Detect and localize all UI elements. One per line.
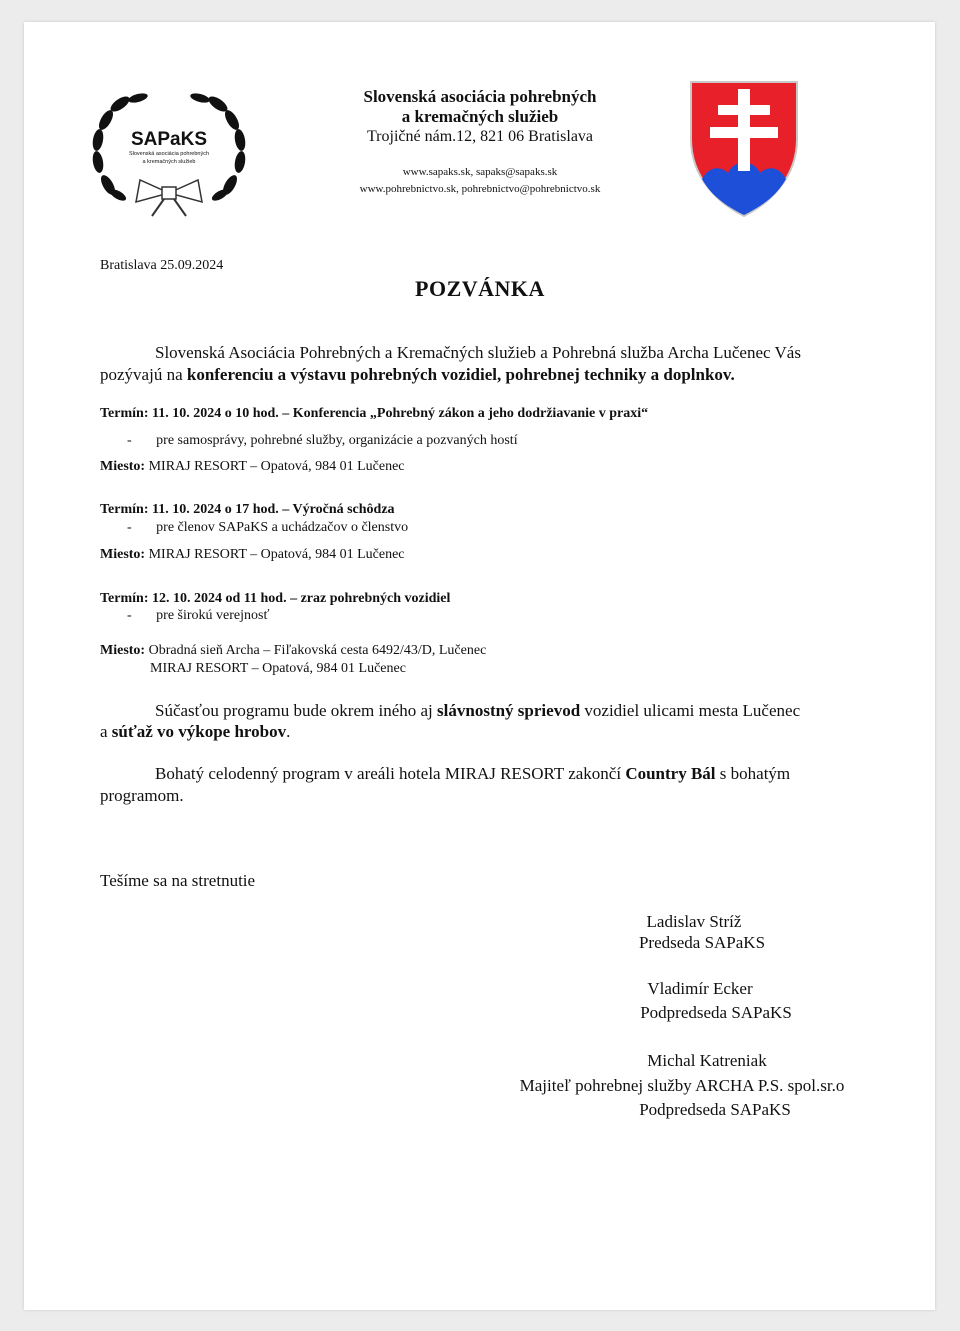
svg-text:a kremačných služieb: a kremačných služieb [142,159,196,165]
logo-text: SAPaKS [130,129,208,150]
svg-text:Slovenská asociácia pohrebných: Slovenská asociácia pohrebných [128,151,210,157]
signature3-role: Majiteľ pohrebnej služby ARCHA P.S. spol.sr.o [519,1076,845,1095]
ball-line2: programom. [100,786,184,805]
event2-audience: - pre členov SAPaKS a uchádzačov o členstvo [127,520,409,535]
program-line2: a súťaž vo výkope hrobov. [100,722,291,741]
org-name-line1: Slovenská asociácia pohrebných [363,87,597,106]
org-address: Trojičné nám.12, 821 06 Bratislava [366,128,594,145]
event1-audience: - pre samosprávy, pohrebné služby, organizácie a pozvaných hostí [127,433,518,448]
program-line1: Súčasťou programu bude okrem iného aj slávnostný sprievod vozidiel ulicami mesta Lučenec [155,701,801,720]
sapaks-logo [88,90,250,220]
signature1-role: Predseda SAPaKS [638,933,766,952]
closing: Tešíme sa na stretnutie [100,871,256,890]
signature2-role: Podpredseda SAPaKS [640,1003,792,1022]
event3-termin: Termín: 12. 10. 2024 od 11 hod. – zraz pohrebných vozidiel [100,591,451,606]
slovak-coat-of-arms [688,79,800,219]
event1-place: Miesto: MIRAJ RESORT – Opatová, 984 01 Lučenec [100,459,405,474]
org-web2: www.pohrebnictvo.sk, pohrebnictvo@pohrebnictvo.sk [359,183,601,195]
event2-place: Miesto: MIRAJ RESORT – Opatová, 984 01 Lučenec [100,547,405,562]
event3-place2: MIRAJ RESORT – Opatová, 984 01 Lučenec [150,661,406,676]
document-title: POZVÁNKA [415,276,545,301]
org-web1: www.sapaks.sk, sapaks@sapaks.sk [402,166,558,178]
signature3-role2: Podpredseda SAPaKS [639,1100,791,1119]
event2-termin: Termín: 11. 10. 2024 o 17 hod. – Výročná schôdza [100,502,395,517]
intro-line2: pozývajú na konferenciu a výstavu pohrebných vozidiel, pohrebnej techniky a doplnkov. [100,365,735,384]
event3-audience: - pre širokú verejnosť [127,608,270,623]
document-date: Bratislava 25.09.2024 [100,258,224,273]
event1-termin: Termín: 11. 10. 2024 o 10 hod. – Konferencia „Pohrebný zákon a jeho dodržiavanie v praxi“ [100,406,649,421]
signature3-name: Michal Katreniak [647,1051,767,1070]
intro-line1: Slovenská Asociácia Pohrebných a Kremačných služieb a Pohrebná služba Archa Lučenec Vás [155,343,801,362]
signature2-name: Vladimír Ecker [647,979,753,998]
org-name-line2: a kremačných služieb [401,107,559,126]
event3-place: Miesto: Obradná sieň Archa – Fiľakovská cesta 6492/43/D, Lučenec [100,643,487,658]
signature1-name: Ladislav Stríž [646,912,742,931]
ball-line1: Bohatý celodenný program v areáli hotela MIRAJ RESORT zakončí Country Bál s bohatým [155,764,791,783]
